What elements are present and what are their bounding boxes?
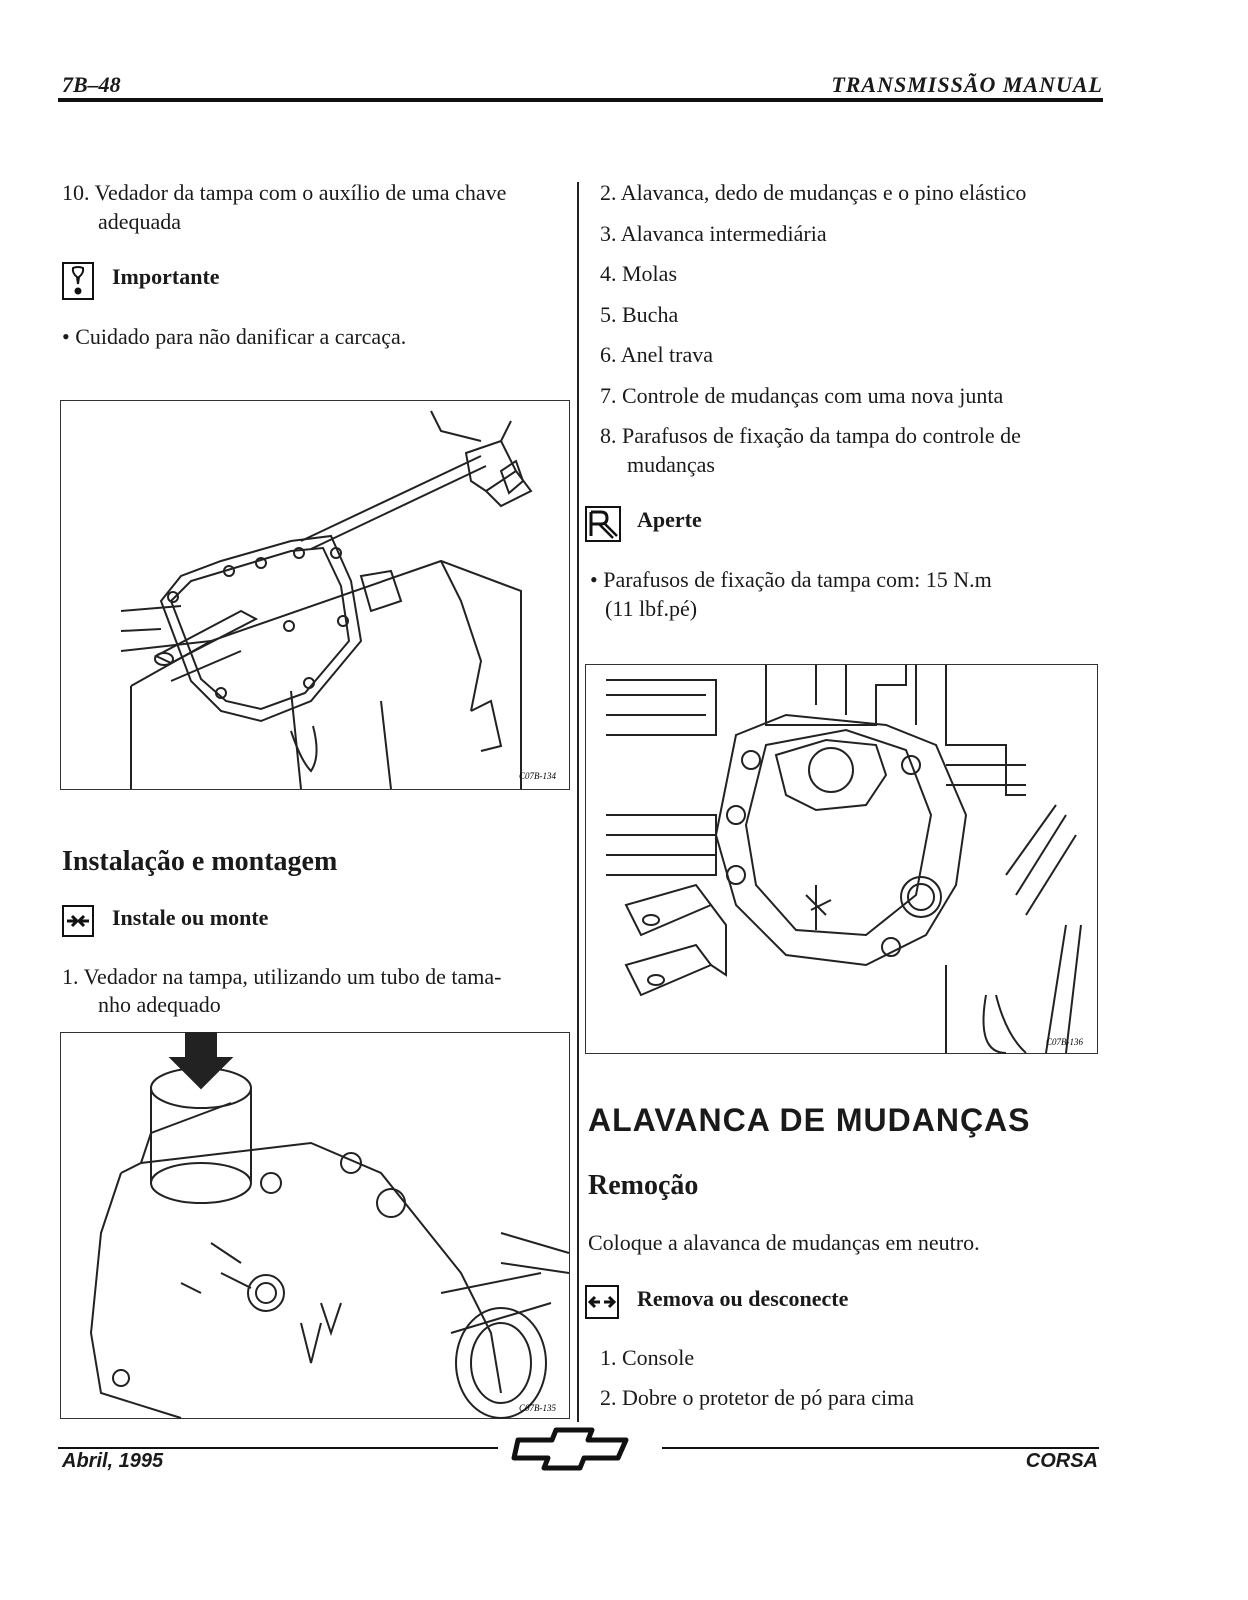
footer-date: Abril, 1995 <box>62 1450 164 1472</box>
install-step-1-continued: nho adequado <box>98 992 221 1017</box>
page-number: 7B–48 <box>62 72 121 97</box>
step-8-continued: mudanças <box>627 452 715 477</box>
section-heading: ALAVANCA DE MUDANÇAS <box>588 1102 1031 1138</box>
step-text: Anel trava <box>620 342 714 367</box>
removal-text: Coloque a alavanca de mudanças em neutro. <box>588 1230 980 1255</box>
figure-seal-installation <box>60 1032 570 1419</box>
section-title: TRANSMISSÃO MANUAL <box>831 72 1103 97</box>
step-text: Dobre o protetor de pó para cima <box>622 1385 914 1410</box>
list-item <box>600 340 1026 381</box>
install-heading: Instalação e montagem <box>62 846 338 877</box>
step-8 <box>600 421 1021 451</box>
install-label: Instale ou monte <box>112 905 269 930</box>
step-number: 1. <box>62 964 79 989</box>
step-number: 2. <box>600 1385 617 1410</box>
figure-code: C07B-136 <box>1046 1037 1083 1047</box>
tighten-label: Aperte <box>637 507 702 532</box>
step-number: 6. <box>600 342 617 367</box>
step-text: Console <box>622 1345 695 1370</box>
figure-code: C07B-134 <box>519 771 556 781</box>
list-item <box>600 300 1026 341</box>
step-number: 10. <box>62 180 90 205</box>
step-text: Molas <box>622 261 677 286</box>
removal-heading: Remoção <box>588 1170 699 1201</box>
figure-cover-seal-removal <box>60 400 570 790</box>
step-number: 7. <box>600 382 617 408</box>
tighten-note: • Parafusos de fixação da tampa com: 15 N.m <box>590 567 992 592</box>
step-text: Alavanca intermediária <box>620 220 827 246</box>
step-10-continued: adequada <box>98 209 182 234</box>
header-rule <box>58 98 1103 102</box>
step-10 <box>62 178 506 208</box>
footer-rule-left <box>58 1447 498 1449</box>
important-label: Importante <box>112 264 220 289</box>
step-text: Vedador da tampa com o auxílio de uma chave <box>94 180 507 205</box>
list-item <box>600 219 1026 260</box>
important-note: • Cuidado para não danificar a carcaça. <box>62 324 407 349</box>
torque-wrench-icon <box>585 506 621 542</box>
cover-seal-illustration <box>61 401 569 789</box>
column-divider <box>577 182 579 1422</box>
step-number: 2. <box>600 180 617 205</box>
seal-installation-illustration <box>61 1033 569 1418</box>
remove-step-2 <box>600 1383 914 1413</box>
figure-code: C07B-135 <box>519 1403 556 1413</box>
tighten-note-continued: (11 lbf.pé) <box>605 596 698 621</box>
figure-shift-control <box>585 664 1098 1054</box>
step-number: 3. <box>600 220 617 246</box>
install-icon <box>62 905 94 937</box>
remove-label: Remova ou desconecte <box>637 1286 849 1311</box>
step-text: Vedador na tampa, utilizando um tubo de tama- <box>83 964 502 989</box>
footer-rule-right <box>662 1447 1099 1449</box>
step-number: 1. <box>600 1345 617 1370</box>
install-step-1 <box>62 962 501 992</box>
step-text: Controle de mudanças com uma nova junta <box>622 382 1004 408</box>
step-number: 4. <box>600 261 617 286</box>
remove-icon <box>585 1285 619 1319</box>
footer-model: CORSA <box>1025 1450 1098 1472</box>
list-item <box>600 178 1026 219</box>
shift-control-illustration <box>586 665 1097 1053</box>
important-icon <box>62 262 94 300</box>
remove-step-1 <box>600 1343 694 1373</box>
list-item <box>600 259 1026 300</box>
step-text: Bucha <box>622 301 679 327</box>
steps-list <box>600 178 1026 421</box>
step-text: Parafusos de fixação da tampa do controle de <box>622 423 1021 448</box>
list-item <box>600 381 1026 422</box>
step-number: 8. <box>600 423 617 448</box>
bowtie-logo <box>512 1428 632 1475</box>
step-text: Alavanca, dedo de mudanças e o pino elástico <box>620 180 1027 205</box>
step-number: 5. <box>600 301 617 327</box>
